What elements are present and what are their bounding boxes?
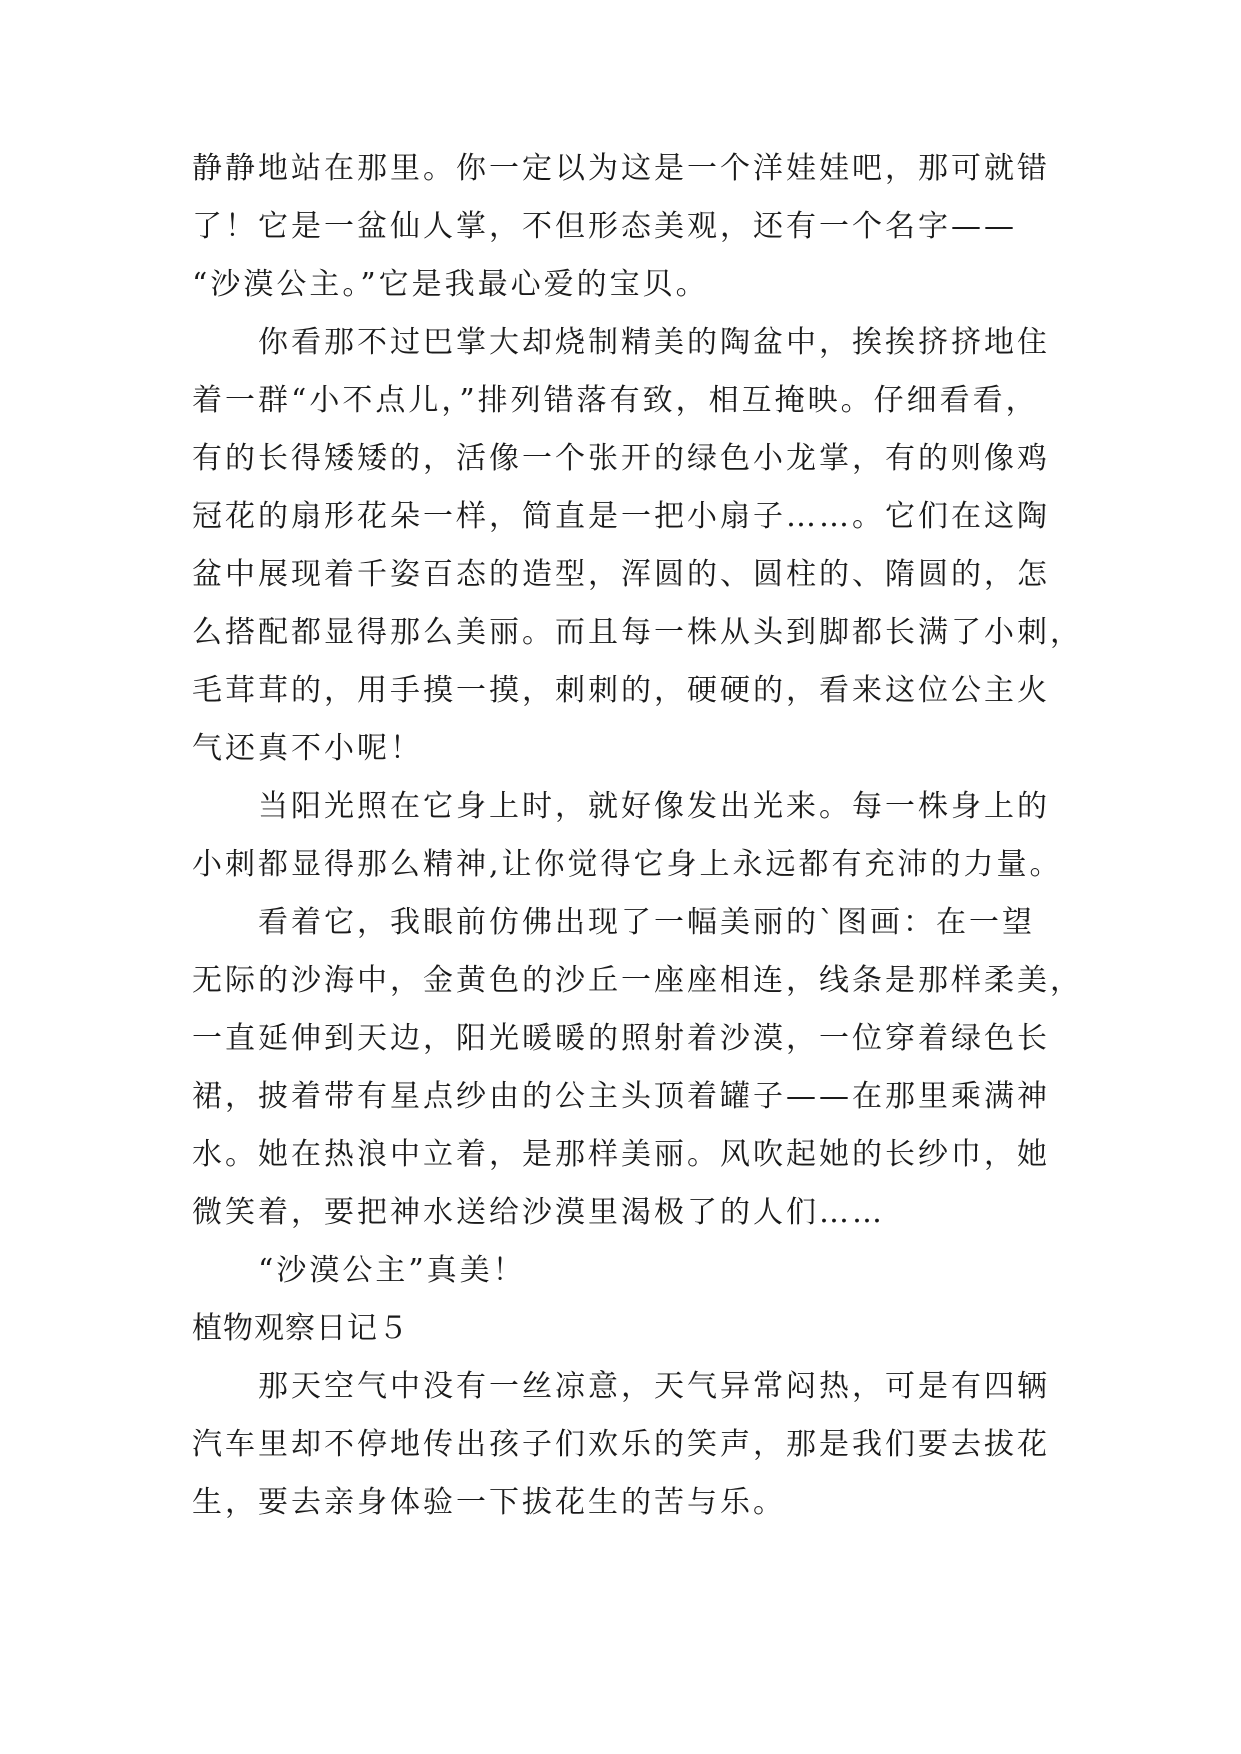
paragraph-line: 汽车里却不停地传出孩子们欢乐的笑声，那是我们要去拔花 — [192, 1427, 1050, 1462]
paragraph-line: 当阳光照在它身上时，就好像发出光来。每一株身上的 — [258, 789, 1050, 824]
paragraph-line: 冠花的扇形花朵一样，简直是一把小扇子……。它们在这陶 — [192, 499, 1050, 534]
paragraph-line: 着一群“小不点儿，”排列错落有致，相互掩映。仔细看看， — [192, 383, 1039, 418]
paragraph-line: 看着它，我眼前仿佛出现了一幅美丽的`图画：在一望 — [258, 905, 1035, 940]
paragraph-line: 那天空气中没有一丝凉意，天气异常闷热，可是有四辆 — [258, 1369, 1050, 1404]
section-heading: 植物观察日记５ — [192, 1311, 409, 1346]
paragraph-line: 毛茸茸的，用手摸一摸，刺刺的，硬硬的，看来这位公主火 — [192, 673, 1050, 708]
paragraph-line: 一直延伸到天边，阳光暖暖的照射着沙漠，一位穿着绿色长 — [192, 1021, 1050, 1056]
paragraph-line: 无际的沙海中，金黄色的沙丘一座座相连，线条是那样柔美， — [192, 963, 1083, 998]
paragraph-line: 么搭配都显得那么美丽。而且每一株从头到脚都长满了小刺， — [192, 615, 1083, 650]
paragraph-line: 水。她在热浪中立着，是那样美丽。风吹起她的长纱巾，她 — [192, 1137, 1050, 1172]
paragraph-line: 盆中展现着千姿百态的造型，浑圆的、圆柱的、隋圆的，怎 — [192, 557, 1050, 592]
paragraph-line: 你看那不过巴掌大却烧制精美的陶盆中，挨挨挤挤地住 — [258, 325, 1050, 360]
paragraph-line: 静静地站在那里。你一定以为这是一个洋娃娃吧，那可就错 — [192, 151, 1050, 186]
paragraph-line: 小刺都显得那么精神,让你觉得它身上永远都有充沛的力量。 — [192, 847, 1063, 882]
paragraph-line: “沙漠公主”真美！ — [258, 1253, 526, 1288]
paragraph-line: 了！它是一盆仙人掌，不但形态美观，还有一个名字—— — [192, 209, 1017, 244]
paragraph-line: 有的长得矮矮的，活像一个张开的绿色小龙掌，有的则像鸡 — [192, 441, 1050, 476]
paragraph-line: 气还真不小呢！ — [192, 731, 423, 766]
paragraph-line: 生，要去亲身体验一下拔花生的苦与乐。 — [192, 1485, 786, 1520]
paragraph-line: “沙漠公主。”它是我最心爱的宝贝。 — [192, 267, 709, 302]
paragraph-line: 微笑着，要把神水送给沙漠里渴极了的人们…… — [192, 1195, 885, 1230]
paragraph-line: 裙，披着带有星点纱由的公主头顶着罐子——在那里乘满神 — [192, 1079, 1050, 1114]
